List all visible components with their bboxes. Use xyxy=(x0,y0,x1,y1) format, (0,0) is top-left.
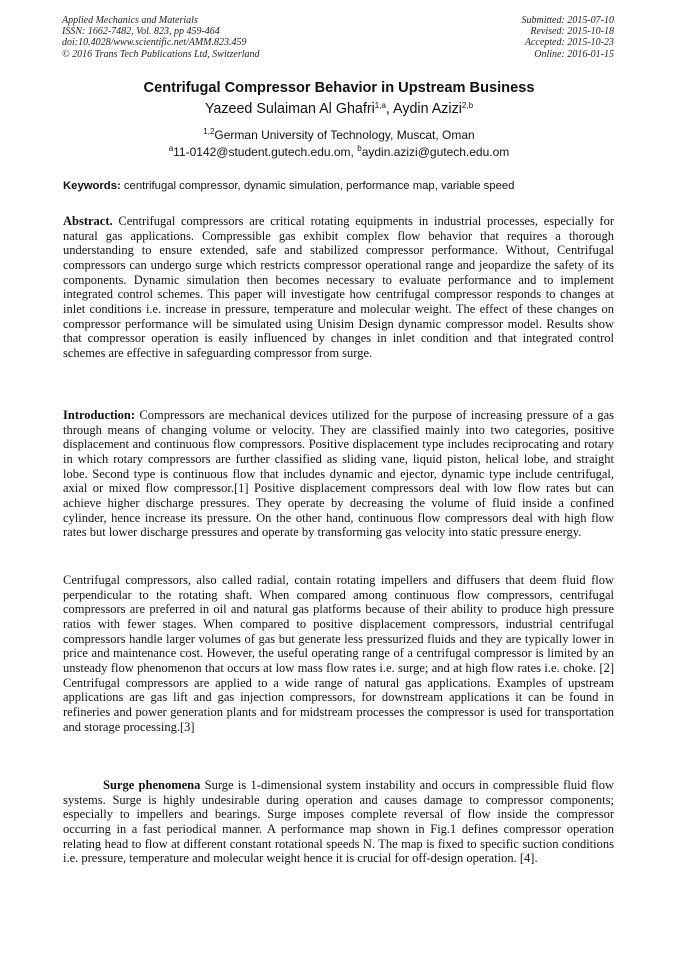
keywords xyxy=(63,180,618,192)
email-mark: b xyxy=(357,144,362,153)
journal-issn: ISSN: 1662-7482, Vol. 823, pp 459-464 xyxy=(62,26,220,38)
paper-title: Centrifugal Compressor Behavior in Upstream Business xyxy=(143,80,535,96)
journal-doi: doi:10.4028/www.scientific.net/AMM.823.459 xyxy=(62,37,247,49)
centrifugal-paragraph: Centrifugal compressors, also called radial, contain rotating impellers and diffusers that deem fluid flow perpendicular to the rotating shaft. When compared among continuous flow compressors, centrifugal compressors are preferred in oil and natural gas platforms because of their ability to produce high pressure ratios with fewer stages. When compared to positive displacement compressors, industrial centrifugal compressors handle larger volumes of gas but generate less pressurized fluids and they are typically lower in price and maintenance cost. However, the useful operating range of a centrifugal compressor is limited by an unsteady flow phenomenon that occurs at low mass flow rates i.e. surge; and at high flow rates i.e. choke. [2] Centrifugal compressors are applied to a wide range of natural gas applications. Examples of upstream applications are gas lift and gas injection compressors, for downstream applications it can be found in refineries and power generation plants and for midstream processes the compressor is used for transportation and storage processing.[3] xyxy=(63,573,614,734)
journal-info xyxy=(62,15,260,60)
submitted-date: Submitted: 2015-07-10 xyxy=(521,15,614,26)
abstract-paragraph xyxy=(63,214,614,361)
surge-paragraph xyxy=(63,778,614,866)
email-link[interactable]: 11-0142@student.gutech.edu.om, xyxy=(173,145,358,159)
email-mark: a xyxy=(168,144,174,153)
submission-dates xyxy=(522,15,615,60)
email-link[interactable]: aydin.azizi@gutech.edu.om xyxy=(361,145,510,159)
accepted-date: Accepted: 2015-10-23 xyxy=(524,37,614,49)
author-affiliation-mark: 2,b xyxy=(461,101,474,110)
author-name: Aydin Azizi xyxy=(393,101,462,117)
author-line xyxy=(0,101,678,117)
introduction-label: Introduction: xyxy=(63,408,136,422)
affiliation-text: German University of Technology, Muscat, Oman xyxy=(214,128,475,142)
author-name: Yazeed Sulaiman Al Ghafri xyxy=(204,101,375,117)
journal-copyright: © 2016 Trans Tech Publications Ltd, Switzerland xyxy=(62,48,260,60)
author-separator: , xyxy=(385,101,394,117)
author-emails xyxy=(0,145,678,159)
online-date: Online: 2016-01-15 xyxy=(534,48,614,60)
journal-name: Applied Mechanics and Materials xyxy=(62,15,198,26)
introduction-text: Compressors are mechanical devices utilized for the purpose of increasing pressure of a gas through means of changing volume or velocity. They are classified mainly into two categories, positive displacement and continuous flow compressors. Positive displacement type includes reciprocating and rotary in which rotary compressors are further classified as sliding vane, liquid piston, helical lobe, and straight lobe. Second type is continuous flow that includes dynamic and ejector, dynamic type include centrifugal, axial or mixed flow compressor.[1] Positive displacement compressors deal with low flow rates but can achieve higher discharge pressures. They operate by decreasing the volume of fluid inside a confined cylinder, hence increase its pressure. On the other hand, continuous flow compressors deal with high flow rates but lower discharge pressures and operate by transforming gas velocity into static pressure energy. xyxy=(63,408,614,540)
abstract-label: Abstract. xyxy=(63,214,113,228)
abstract-text: Centrifugal compressors are critical rotating equipments in industrial processes, especially for natural gas applications. Compressible gas exhibit complex flow behavior that requires a thorough understanding to ensure extended, safe and stabilized compressor performance. Without, Centrifugal compressors can undergo surge which restricts compressor operational range and jeopardize the safety of its components. Dynamic simulation then becomes necessary to evaluate performance and to implement integrated control schemes. This paper will investigate how centrifugal compressor responds to changes at inlet conditions i.e. increase in pressure, temperature and molecular weight. The effect of these changes on compressor performance will be simulated using Unisim Design dynamic compressor model. Results show that compressor operation is easily influenced by changes in inlet condition and that integrated control schemes are effective in safeguarding compressor from surge. xyxy=(63,214,614,360)
surge-label: Surge phenomena xyxy=(103,778,201,792)
revised-date: Revised: 2015-10-18 xyxy=(530,26,614,38)
introduction-paragraph xyxy=(63,408,614,540)
affiliation-mark: 1,2 xyxy=(203,127,215,136)
author-affiliation-mark: 1,a xyxy=(374,101,386,110)
keywords-text: centrifugal compressor, dynamic simulation, performance map, variable speed xyxy=(120,180,515,192)
affiliation xyxy=(0,128,678,142)
surge-text: Surge is 1-dimensional system instability and occurs in compressible fluid flow systems. Surge is highly undesirable during operation and causes damage to compressor components; especially to impellers and bearings. Surge imposes complete reversal of flow inside the compressor occurring in a fast periodical manner. A performance map shown in Fig.1 defines compressor operation relating head to flow at different constant rotational speeds N. The map is fixed to specific suction conditions i.e. pressure, temperature and molecular weight hence it is crucial for off-design operation. [4]. xyxy=(63,778,614,866)
keywords-label: Keywords: xyxy=(63,180,121,192)
